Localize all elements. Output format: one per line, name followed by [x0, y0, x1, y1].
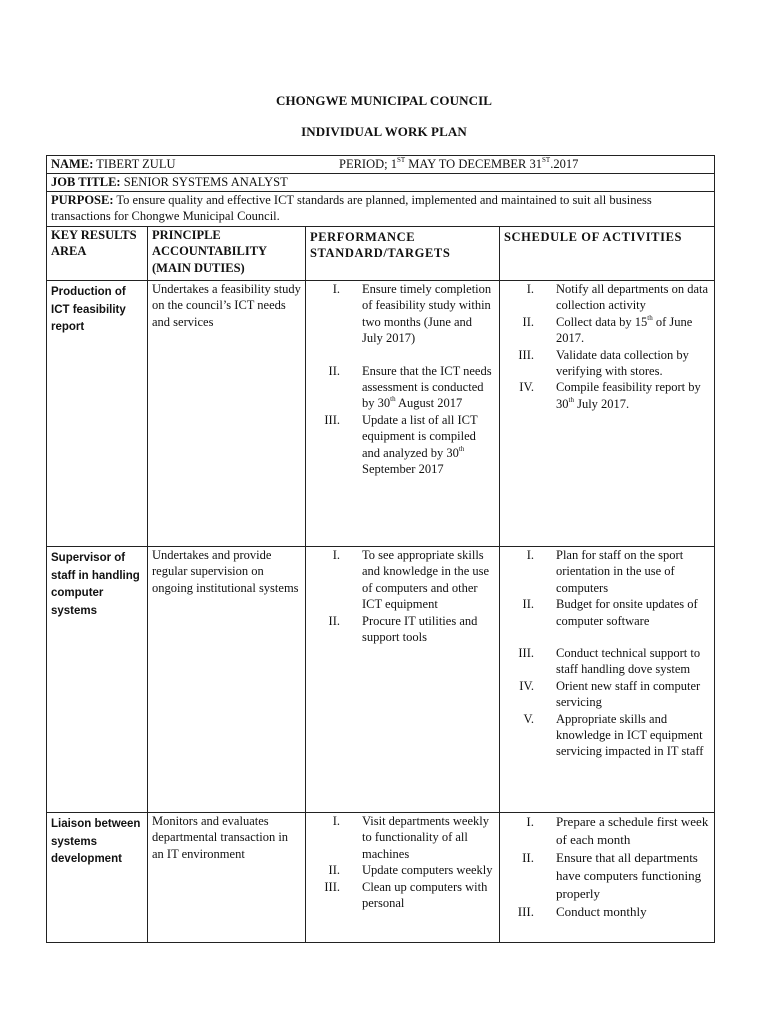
list-text: Clean up computers with personal [362, 879, 488, 911]
list-item [504, 711, 710, 760]
activities-cell [500, 281, 715, 547]
list-number: II. [522, 850, 534, 865]
list-number: II. [328, 363, 340, 378]
ordinal-suffix: th [390, 395, 396, 404]
list-text: Update a list of all ICT equipment is compiled and analyzed by 30 [362, 412, 478, 460]
list-text: Visit departments weekly to functionality of all machines [362, 814, 489, 861]
kra-cell: Production of ICT feasibility report [47, 281, 148, 547]
list-item [310, 879, 495, 912]
list-item [504, 547, 710, 596]
list-item [310, 613, 495, 646]
activities-cell [500, 547, 715, 813]
name-row [47, 156, 715, 174]
list-text: Orient new staff in computer servicing [556, 678, 701, 710]
activities-cell [500, 813, 715, 943]
period-suffix: .2017 [550, 157, 579, 171]
duties-cell: Undertakes and provide regular supervision on ongoing institutional systems [148, 547, 306, 813]
list-item [310, 813, 495, 862]
schedule-header: SCHEDULE OF ACTIVITIES [500, 227, 715, 281]
list-text: Update computers weekly [362, 863, 493, 878]
list-text: Notify all departments on data collection activity [556, 282, 709, 313]
targets-cell [306, 813, 500, 943]
list-item [504, 281, 710, 314]
list-text: Procure IT utilities and support tools [362, 613, 478, 645]
period-sup-1: ST [397, 156, 406, 164]
list-number: III. [518, 646, 534, 661]
job-title-value: SENIOR SYSTEMS ANALYST [123, 175, 288, 189]
list-text: July 2017. [573, 396, 630, 411]
list-text: of June 2017. [556, 314, 693, 346]
list-text: Ensure timely completion of feasibility study within two months (June and July 2017) [362, 282, 492, 346]
purpose-row [47, 192, 715, 227]
list-number: V. [523, 711, 534, 726]
list-item [504, 596, 710, 629]
list-text: Appropriate skills and knowledge in ICT equipment servicing impacted in IT staff [556, 711, 704, 759]
table-row [47, 547, 715, 813]
list-number: II. [522, 597, 534, 612]
list-number: I. [526, 548, 534, 562]
ordinal-suffix: th [568, 395, 574, 404]
list-item [310, 281, 495, 347]
duties-cell: Monitors and evaluates departmental transaction in an IT environment [148, 813, 306, 943]
list-item [504, 314, 710, 347]
list-item [310, 412, 495, 478]
list-text: Collect data by 15 [556, 314, 648, 329]
name-label: NAME: [51, 157, 94, 171]
list-text: Prepare a schedule first week of each month [556, 814, 709, 847]
name-value: TIBERT ZULU [96, 157, 176, 171]
list-item [504, 813, 710, 849]
list-item [504, 903, 710, 921]
column-header-row [47, 227, 715, 281]
list-text: Conduct technical support to staff handling dove system [556, 646, 701, 677]
list-text: Conduct monthly [556, 904, 647, 919]
table-row [47, 281, 715, 547]
list-text: Compile feasibility report by 30 [556, 380, 701, 411]
list-number: I. [332, 282, 340, 296]
work-plan-table [46, 155, 715, 943]
list-number: II. [328, 613, 340, 628]
purpose-value: To ensure quality and effective ICT standards are planned, implemented and maintained to suit all business transactions for Chongwe Municipal Council. [51, 193, 652, 224]
job-title-row [47, 174, 715, 192]
list-number: I. [332, 814, 340, 828]
duties-header: PRINCIPLE ACCOUNTABILITY (MAIN DUTIES) [148, 227, 306, 281]
kra-cell: Liaison between systems development [47, 813, 148, 943]
period-sup-2: ST [542, 156, 551, 164]
kra-cell: Supervisor of staff in handling computer systems [47, 547, 148, 813]
council-title: CHONGWE MUNICIPAL COUNCIL [275, 93, 493, 108]
list-text: August 2017 [395, 396, 463, 411]
list-text: September 2017 [362, 462, 444, 477]
list-item [504, 379, 710, 412]
list-number: III. [518, 347, 534, 362]
duties-cell: Undertakes a feasibility study on the council’s ICT needs and services [148, 281, 306, 547]
performance-header: PERFORMANCE STANDARD/TARGETS [306, 227, 500, 281]
list-number: I. [526, 814, 534, 829]
list-number: II. [522, 314, 534, 329]
list-text: Budget for onsite updates of computer software [556, 597, 698, 628]
ordinal-suffix: th [458, 444, 465, 453]
ordinal-suffix: th [647, 313, 653, 322]
list-text: To see appropriate skills and knowledge in the use of computers and other ICT equipment [362, 548, 490, 612]
list-number: III. [517, 904, 534, 919]
list-item [310, 547, 495, 613]
list-text: Validate data collection by verifying with stores. [556, 347, 689, 379]
period-prefix: PERIOD; 1 [339, 157, 397, 171]
list-item [310, 363, 495, 412]
list-number: I. [332, 548, 340, 562]
purpose-label: PURPOSE: [51, 193, 114, 207]
list-item [504, 347, 710, 380]
list-number: III. [324, 879, 340, 894]
targets-cell [306, 281, 500, 547]
list-item [310, 862, 495, 878]
kra-header: KEY RESULTS AREA [47, 227, 148, 281]
job-title-label: JOB TITLE: [51, 175, 121, 189]
list-number: IV. [519, 678, 534, 693]
list-text: Ensure that all departments have computers functioning properly [556, 850, 702, 901]
targets-cell [306, 547, 500, 813]
plan-title: INDIVIDUAL WORK PLAN [301, 124, 467, 139]
list-text: Ensure that the ICT needs assessment is conducted by 30 [362, 363, 492, 411]
list-number: III. [324, 412, 340, 427]
list-item [504, 645, 710, 678]
table-row [47, 813, 715, 943]
list-number: II. [328, 863, 340, 878]
list-text: Plan for staff on the sport orientation in the use of computers [556, 548, 684, 595]
list-number: IV. [519, 380, 534, 395]
list-item [504, 849, 710, 903]
list-number: I. [526, 282, 534, 296]
period [339, 156, 578, 172]
list-item [504, 678, 710, 711]
period-middle: MAY TO DECEMBER 31 [405, 157, 543, 171]
